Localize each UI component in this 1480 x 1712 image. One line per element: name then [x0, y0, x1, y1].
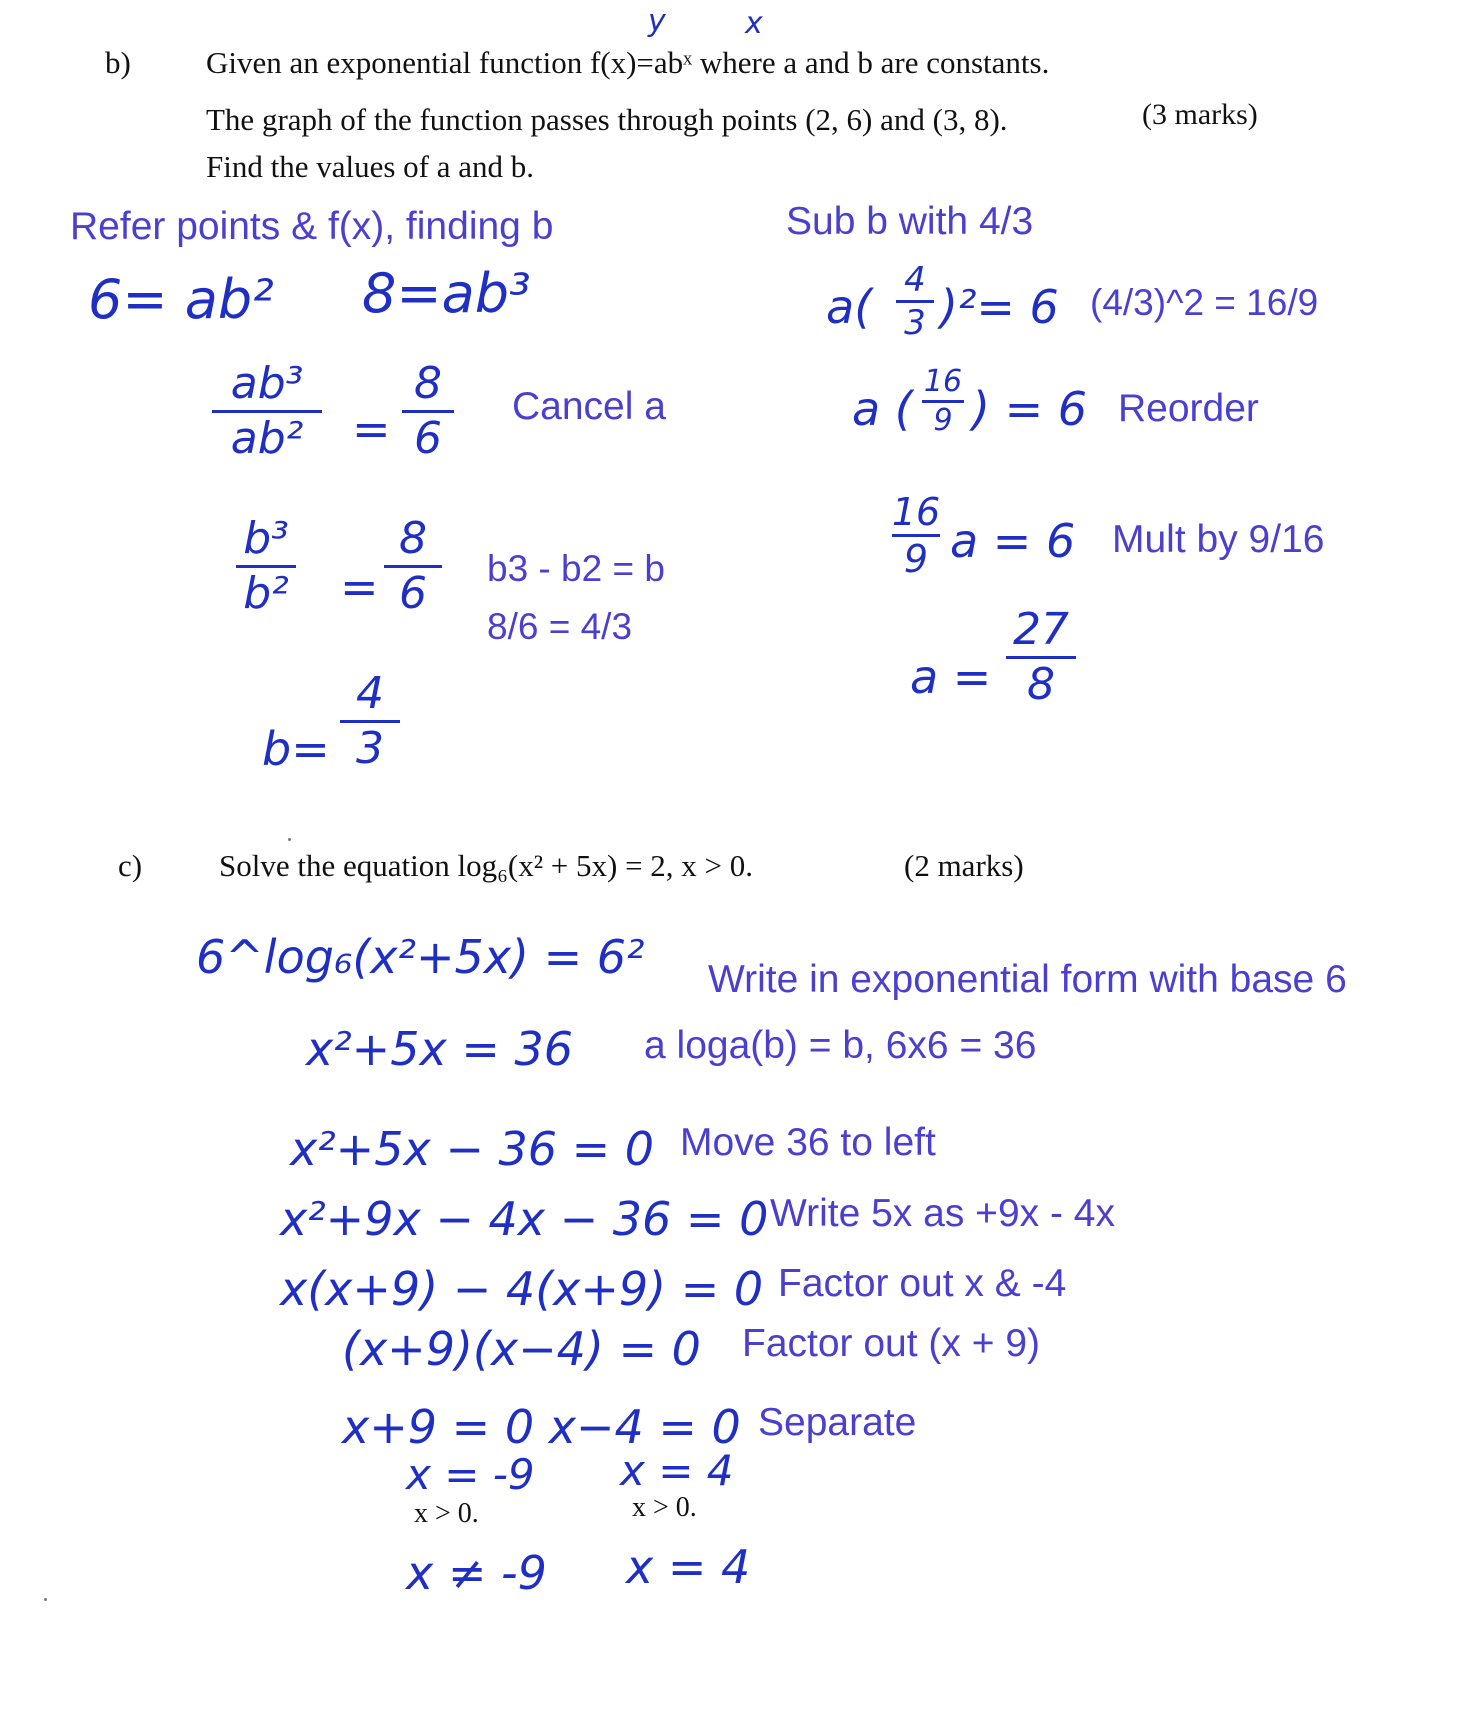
left-eq-1: 6= ab² — [88, 268, 274, 331]
step-1-work: 6^log₆(x²+5x) = 6² — [196, 930, 645, 984]
fraction-4-over-3 — [340, 670, 400, 773]
fraction-numerator: ab³ — [230, 358, 304, 409]
step-7-work: x+9 = 0 x−4 = 0 — [342, 1400, 741, 1454]
part-b-marks: (3 marks) — [1142, 98, 1258, 131]
step-3-note: Move 36 to left — [680, 1121, 936, 1164]
right-eq-3-rhs: a = 6 — [950, 514, 1076, 568]
step-4-note: Write 5x as +9x - 4x — [770, 1192, 1115, 1235]
annotation-x: x — [745, 6, 763, 41]
note-reorder: Reorder — [1118, 387, 1259, 430]
fraction-16-over-9 — [922, 366, 964, 437]
fraction-denominator: 3 — [356, 723, 384, 774]
step-7-note: Separate — [758, 1401, 917, 1444]
fraction-denominator: 6 — [399, 568, 427, 619]
fraction-27-over-8 — [1006, 606, 1076, 709]
step-2-note: a loga(b) = b, 6x6 = 36 — [644, 1024, 1037, 1067]
part-c-question: Solve the equation log₆(x² + 5x) = 2, x > 0. — [219, 848, 754, 883]
right-eq-1-rhs: )²= 6 — [940, 280, 1059, 334]
result-b-lhs: b= — [262, 722, 330, 776]
step-5-work: x(x+9) − 4(x+9) = 0 — [280, 1262, 764, 1316]
stray-dot — [44, 1598, 47, 1601]
fraction-8-over-6 — [402, 360, 454, 463]
fraction-numerator: 4 — [904, 260, 926, 300]
right-heading: Sub b with 4/3 — [786, 200, 1034, 243]
note-square-fraction: (4/3)^2 = 16/9 — [1090, 282, 1319, 323]
right-eq-1-lhs: a( — [826, 280, 873, 334]
fraction-denominator: 6 — [414, 413, 442, 464]
final-answer: x = 4 — [626, 1540, 751, 1594]
fraction-numerator: 16 — [891, 490, 941, 534]
fraction-numerator: 27 — [1013, 604, 1069, 655]
equals-sign: = — [352, 402, 391, 456]
question-line-3: Find the values of a and b. — [206, 149, 535, 184]
step-6-work: (x+9)(x−4) = 0 — [342, 1322, 701, 1376]
part-c-label: c) — [118, 848, 143, 883]
equals-sign: = — [340, 560, 379, 614]
part-b-label: b) — [105, 45, 131, 80]
note-cancel-a: Cancel a — [512, 385, 666, 428]
fraction-numerator: 16 — [923, 364, 963, 399]
note-multiply: Mult by 9/16 — [1112, 518, 1325, 561]
question-line-2: The graph of the function passes through points (2, 6) and (3, 8). — [206, 102, 1008, 137]
fraction-denominator: b² — [243, 568, 289, 619]
note-simplify-fraction: 8/6 = 4/3 — [487, 606, 633, 647]
solution-2: x = 4 — [620, 1446, 734, 1495]
solution-1: x = -9 — [406, 1450, 535, 1499]
left-heading: Refer points & f(x), finding b — [70, 205, 554, 248]
right-eq-2-lhs: a ( — [852, 382, 913, 436]
step-3-work: x²+5x − 36 = 0 — [290, 1122, 655, 1176]
fraction-denominator: 9 — [933, 403, 953, 438]
step-6-note: Factor out (x + 9) — [742, 1322, 1041, 1365]
left-eq-2: 8=ab³ — [362, 262, 531, 325]
right-eq-4-lhs: a = — [910, 650, 992, 704]
fraction-4-over-3 — [896, 262, 934, 341]
step-1-note: Write in exponential form with base 6 — [708, 958, 1347, 1001]
fraction-numerator: b³ — [243, 513, 289, 564]
fraction-numerator: 4 — [356, 668, 384, 719]
fraction-denominator: 9 — [903, 537, 929, 581]
step-4-work: x²+9x − 4x − 36 = 0 — [280, 1192, 769, 1246]
fraction-numerator: 8 — [414, 358, 442, 409]
fraction-8-over-6 — [384, 515, 442, 618]
right-eq-2-rhs: ) = 6 — [972, 382, 1087, 436]
final-reject: x ≠ -9 — [406, 1546, 547, 1600]
fraction-denominator: 8 — [1027, 659, 1055, 710]
fraction-numerator: 8 — [399, 513, 427, 564]
fraction-ab3-over-ab2 — [212, 360, 322, 463]
annotation-y: y — [648, 4, 666, 39]
question-line-1: Given an exponential function f(x)=abˣ where a and b are constants. — [206, 45, 1050, 80]
fraction-denominator: ab² — [230, 413, 304, 464]
stray-dot — [288, 838, 291, 841]
fraction-16-over-9 — [892, 492, 940, 579]
note-b-powers: b3 - b2 = b — [487, 548, 665, 589]
fraction-denominator: 3 — [904, 303, 926, 343]
step-2-work: x²+5x = 36 — [306, 1022, 574, 1076]
step-5-note: Factor out x & -4 — [778, 1262, 1067, 1305]
fraction-b3-over-b2 — [236, 515, 296, 618]
condition-1: x > 0. — [414, 1498, 479, 1529]
part-c-marks: (2 marks) — [904, 848, 1024, 883]
condition-2: x > 0. — [632, 1492, 697, 1523]
